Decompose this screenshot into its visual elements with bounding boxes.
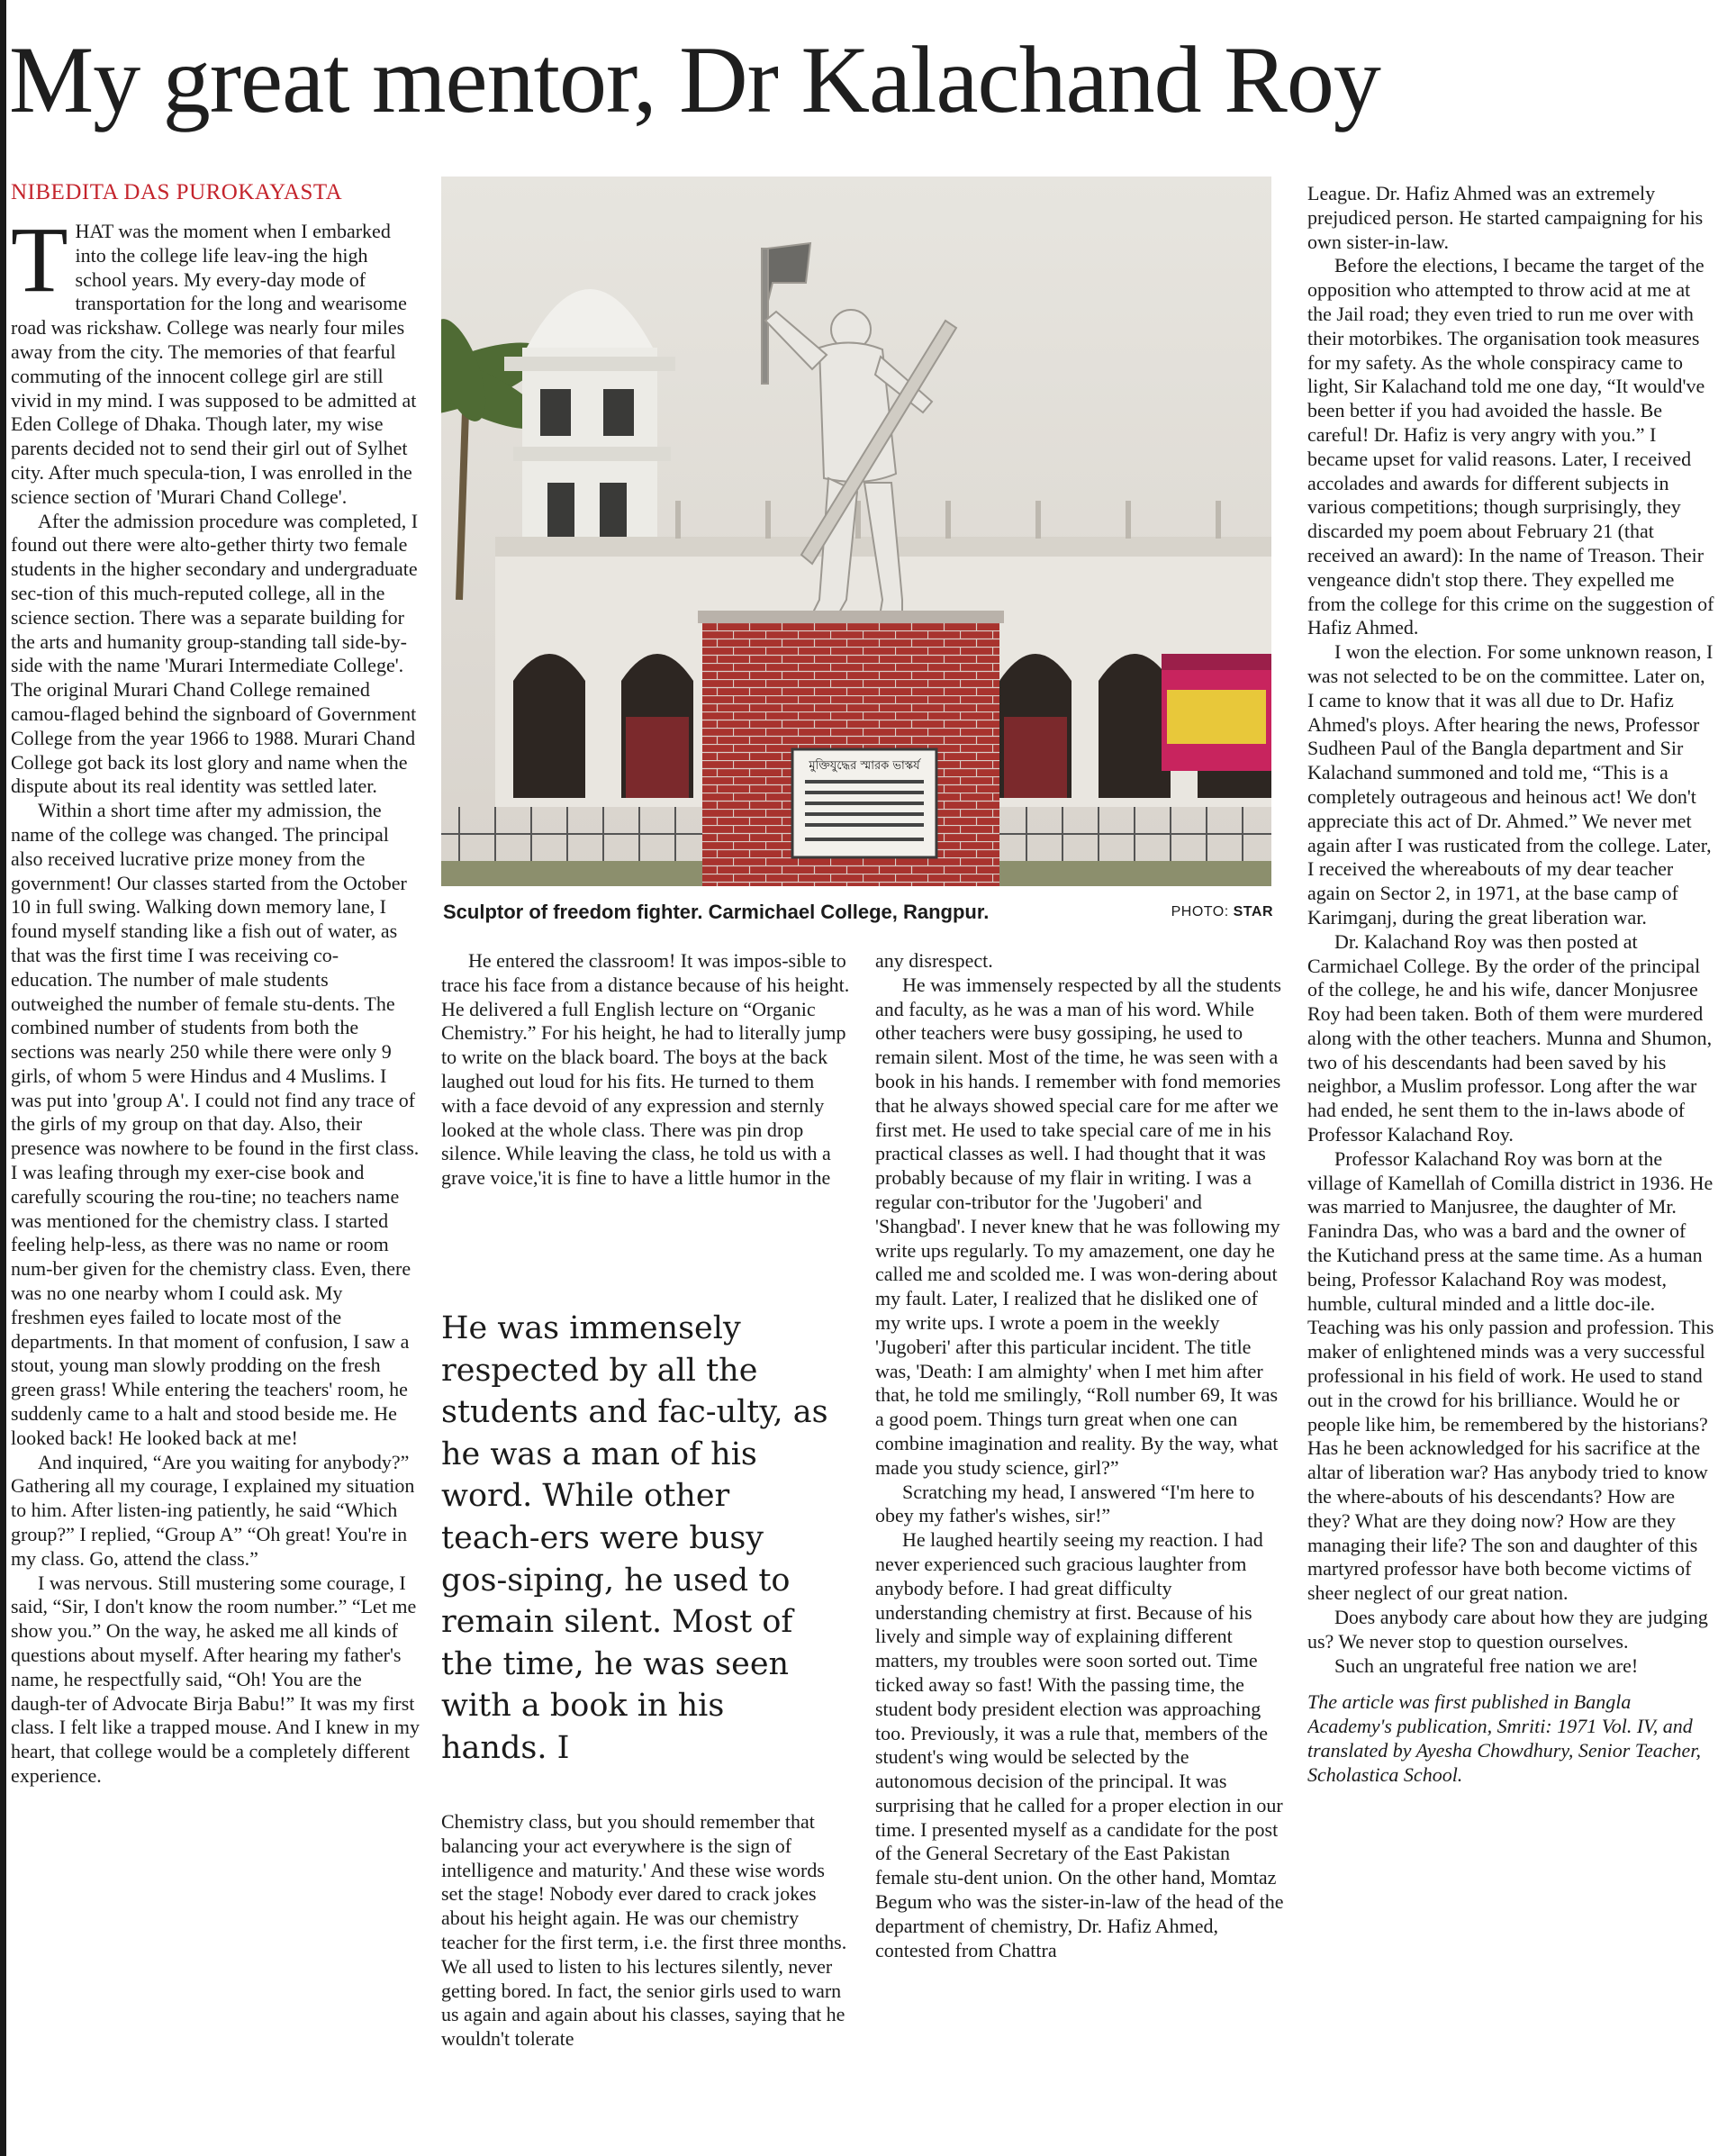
article-paragraph: He laughed heartily seeing my reaction. I had never experienced such gracious laughter from anybody before. I had great difficulty understanding chemistry at first. Because of his lively and simple way of explaining different matters, my troubles were soon sorted out. Time ticked away so fast! With the passing time, the student body president election was approaching too. Previously, it was a rule that, members of the student's wing would be selected by the autonomous decision of the principal. It was surprising that he called for a proper election in our time. I presented myself as a candidate for the post of the General Secretary of the East Pakistan female stu-dent union. On the other hand, Momtaz Begum who was the sister-in-law of the head of the department of chemistry, Dr. Hafiz Ahmed, contested from Chattra — [875, 1528, 1284, 1961]
article-paragraph: Professor Kalachand Roy was born at the village of Kamellah of Comilla district in 1936. He was married to Manjusree, the daughter of Mr. Fanindra Das, who was a bard and the owner of the Kutichand press at the same time. As a human being, Professor Kalachand Roy was modest, humble, cultural minded and a little doc-ile. Teaching was his only passion and profession. This maker of enlightened minds was a very successful professional in his field of work. He used to stand out in the crowd for his brilliance. Would he or people like him, be remembered by the historians? Has he been acknowledged for his sacrifice at the altar of liberation war? Has anybody tried to know the where-abouts of his descendants? How are they? What are they doing now? How are they managing their life? The son and daughter of this martyred professor have both become victims of sheer neglect of our great nation. — [1307, 1146, 1714, 1605]
article-column-1 — [11, 220, 420, 2152]
article-paragraph: League. Dr. Hafiz Ahmed was an extremely prejudiced person. He started campaigning for his own sister-in-law. — [1307, 182, 1704, 253]
paragraph-text: HAT was the moment when I embarked into the college life leav-ing the high school years. My every-day mode of transportation for the long and wearisome road was rickshaw. College was nearly four miles away from the city. The memories of that fearful commuting of the innocent college girl are still vivid in my mind. I was supposed to be admitted at Eden College of Dhaka. Though later, my wise parents decided not to send their girl out of Sylhet city. After much specula-tion, I was enrolled in the science section of 'Murari Chand College'. — [11, 220, 417, 508]
article-column-2-top — [441, 949, 850, 1255]
statue-photo-illustration — [441, 177, 1271, 886]
photo-credit-source: STAR — [1233, 904, 1273, 919]
caption-text: Sculptor of freedom fighter. Carmichael College, Rangpur. — [443, 901, 990, 923]
article-paragraph: Within a short time after my admission, the name of the college was changed. The principal also received lucrative prize money from the government! Our classes started from the October 10 in full swing. Walking down memory lane, I found myself standing like a fish out of water, as that was the first time I was receiving co-education. The number of male students outweighed the number of female stu-dents. The combined number of students from both the sections was nearly 250 while there were only 9 girls, of whom 5 were Hindus and 4 Muslims. I was put into 'group A'. I could not find any trace of the girls of my group on that day. Also, their presence was nowhere to be found in the first class. I was leafing through my exer-cise book and carefully scouring the rou-tine; no teachers name was mentioned for the chemistry class. I started feeling help-less, as there was no name or room num-ber given for the chemistry class. Even, there was no one nearby whom I could ask. My freshmen eyes failed to locate most of the departments. In that moment of confusion, I saw a stout, young man slowly prodding on the fresh green grass! While entering the teachers' room, he suddenly came to a halt and stood beside me. He looked back! He looked back at me! — [11, 799, 420, 1449]
article-paragraph: Before the elections, I became the target of the opposition who attempted to throw acid at me at the Jail road; they even tried to run me over with their motorbikes. The organisation took measures for my safety. As the whole conspiracy came to light, Sir Kalachand told me one day, “It would've been better if you had avoided the hassle. Be careful! Dr. Hafiz is very angry with you.” I became upset for valid reasons. Later, I received accolades and awards for different subjects in various competitions; though surprisingly, they discarded my poem about February 21 (that received an award): In the name of Treason. Their vengeance didn't stop there. They expelled me from the college for this crime on the suggestion of Hafiz Ahmed. — [1307, 254, 1714, 639]
article-column-3 — [875, 949, 1284, 2152]
article-paragraph: Chemistry class, but you should remember that balancing your act everywhere is the sign of intelligence and maturity.' And these wise words set the stage! Nobody ever dared to crack jokes about his height again. He was our chemistry teacher for the first term, i.e. the first three months. We all used to listen to his lectures silently, never getting bored. In fact, the senior girls used to warn us again and again about his classes, saying that he wouldn't tolerate — [441, 1810, 847, 2051]
pull-quote: He was immensely respected by all the students and fac-ulty, as he was a man of his word. While other teach-ers were busy gos-siping, he used to remain silent. Most of the time, he was seen with a book in his hands. I — [441, 1310, 828, 1766]
translation-credit: The article was first published in Bangla Academy's publication, Smriti: 1971 Vol. IV, and translated by Ayesha Chowdhury, Senior Teacher, Scholastica School. — [1307, 1690, 1701, 1786]
byline: NIBEDITA DAS PUROKAYASTA — [11, 180, 343, 204]
drop-cap: T — [11, 220, 68, 312]
article-photo — [441, 177, 1271, 886]
article-column-4 — [1307, 182, 1714, 2152]
photo-caption — [443, 901, 1273, 937]
article-paragraph: any disrespect. — [875, 949, 993, 972]
photo-credit-label: PHOTO: — [1171, 904, 1229, 919]
article-paragraph: And inquired, “Are you waiting for anybody?” Gathering all my courage, I explained my situation to him. After listen-ing patiently, he said “Which group?” I replied, “Group A” “Oh great! You're in my class. Go, attend the class.” — [11, 1450, 415, 1570]
photo-credit — [1171, 904, 1273, 920]
article-paragraph — [11, 220, 420, 510]
left-edge-rule — [0, 0, 6, 2156]
plaque-title: মুক্তিযুদ্ধের স্মারক ভাস্কর্য — [809, 759, 920, 773]
article-paragraph: Such an ungrateful free nation we are! — [1334, 1653, 1639, 1677]
article-paragraph: Does anybody care about how they are judging us? We never stop to question ourselves. — [1307, 1606, 1708, 1653]
article-paragraph: He entered the classroom! It was impos-sible to trace his face from a distance because of his height. He delivered a full English lecture on “Organic Chemistry.” For his height, he had to literally jump to write on the black board. The boys at the back laughed out loud for his fits. He turned to them with a face devoid of any expression and sternly looked at the whole class. There was pin drop silence. While leaving the class, he told us with a grave voice,'it is fine to have a little humor in the — [441, 949, 850, 1190]
article-paragraph: Scratching my head, I answered “I'm here to obey my father's wishes, sir!” — [875, 1480, 1255, 1527]
article-column-2-bottom — [441, 1810, 850, 2152]
article-paragraph: He was immensely respected by all the students and faculty, as he was a man of his word. While other teachers were busy gossiping, he used to remain silent. Most of the time, he was seen with a book in his hands. I remember with fond memories that he always showed special care for me after we first met. He used to take special care of me in his practical classes as well. I had thought that it was probably because of my flair in writing. I was a regular con-tributor for the 'Jugoberi' and 'Shangbad'. I never knew that he was following my write ups regularly. To my amazement, one day he called me and scolded me. I was won-dering about my fault. Later, I realized that he disliked one of my write ups. I wrote a poem in the weekly 'Jugoberi' after this particular incident. The title was, 'Death: I am almighty' when I met him after that, he told me smilingly, “Roll number 69, It was a good poem. Things turn great when one can combine imagination and reality. By the way, what made you study science, girl?” — [875, 973, 1281, 1479]
headline: My great mentor, Dr Kalachand Roy — [9, 27, 1380, 132]
article-paragraph: I was nervous. Still mustering some courage, I said, “Sir, I don't know the room number.” “Let me show you.” On the way, he asked me all kinds of questions about myself. After hearing my father's name, he respectfully said, “Oh! You are the daugh-ter of Advocate Birja Babu!” It was my first class. I felt like a trapped mouse. And I knew in my heart, that college would be a completely different experience. — [11, 1571, 420, 1787]
article-paragraph: Dr. Kalachand Roy was then posted at Carmichael College. By the order of the principal of the college, he and his wife, dancer Monjusree Roy had been taken. Both of them were murdered along with the other teachers. Munna and Shumon, two of his descendants had been saved by his neighbor, a Muslim professor. Long after the war had ended, he sent them to the in-laws abode of Professor Kalachand Roy. — [1307, 929, 1713, 1146]
article-paragraph: After the admission procedure was completed, I found out there were alto-gether thirty two female students in the higher secondary and undergraduate sec-tion of this much-reputed college, all in the science section. There was a separate building for the arts and humanity group-standing tall side-by-side with the name 'Murari Intermediate College'. The original Murari Chand College remained camou-flaged behind the signboard of Government College from the year 1966 to 1988. Murari Chand College got back its lost glory and name when the dispute about its real identity was settled later. — [11, 509, 419, 798]
article-paragraph: I won the election. For some unknown reason, I was not selected to be on the committee. Later on, I came to know that it was all due to Dr. Hafiz Ahmed's ploys. After hearing the news, Professor Sudheen Paul of the Bangla department and Sir Kalachand summoned and told me, “This is a completely outrageous and heinous act! We don't appreciate this act of Dr. Ahmed.” We never met again after I was rusticated from the college. Later, I received the whereabouts of my dear teacher again on Sector 2, in 1971, at the base camp of Karimganj, during the great liberation war. — [1307, 640, 1713, 929]
